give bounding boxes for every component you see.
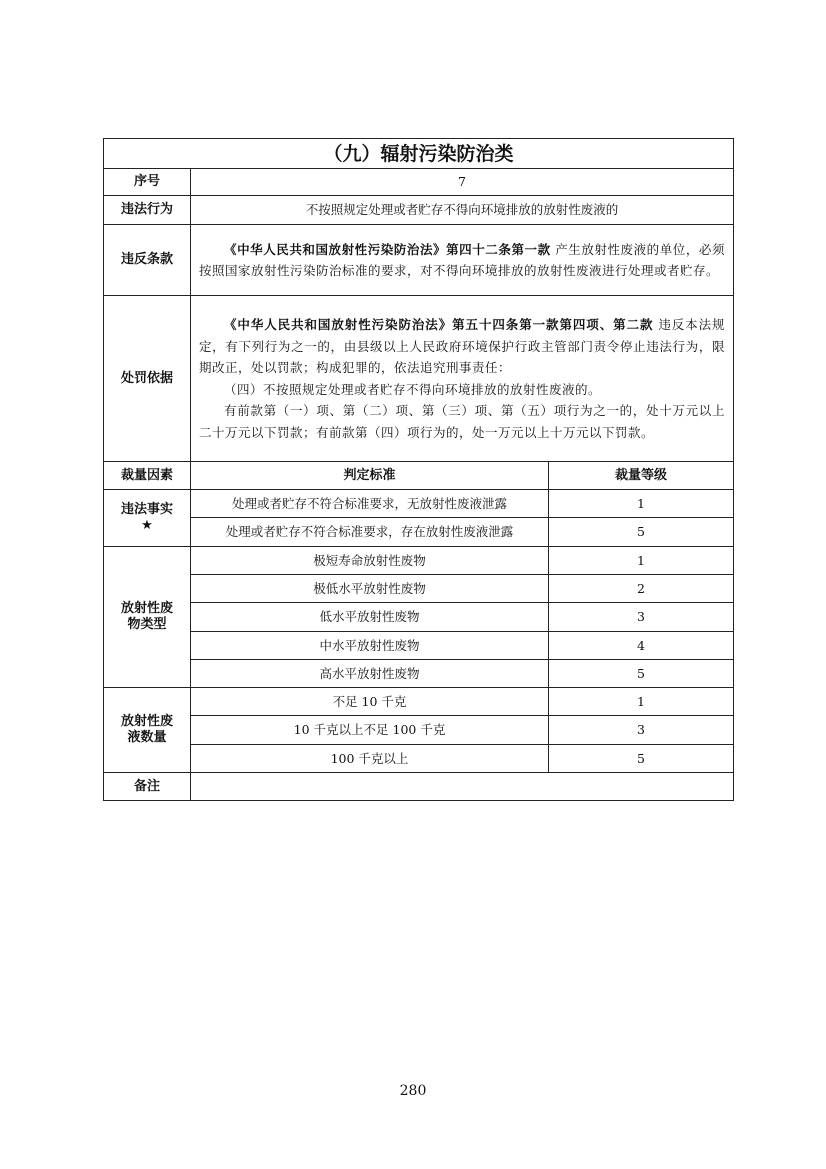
criteria-cell: 极低水平放射性废物 — [191, 575, 549, 603]
remark-value — [191, 773, 734, 801]
level-cell: 5 — [549, 518, 734, 547]
factor-liquid-quantity: 放射性废液数量 — [104, 688, 191, 773]
criteria-cell: 极短寿命放射性废物 — [191, 547, 549, 575]
criteria-cell: 高水平放射性废物 — [191, 660, 549, 688]
level-cell: 5 — [549, 745, 734, 773]
provision-law: 《中华人民共和国放射性污染防治法》第四十二条第一款 — [224, 241, 551, 257]
factor-waste-type: 放射性废物类型 — [104, 547, 191, 688]
violation-label: 违法行为 — [104, 196, 191, 225]
header-factor: 裁量因素 — [104, 462, 191, 490]
criteria-cell: 低水平放射性废物 — [191, 603, 549, 632]
level-cell: 5 — [549, 660, 734, 688]
level-cell: 3 — [549, 603, 734, 632]
level-cell: 2 — [549, 575, 734, 603]
penalty-text — [191, 296, 734, 462]
criteria-cell: 10 千克以上不足 100 千克 — [191, 716, 549, 745]
header-level: 裁量等级 — [549, 462, 734, 490]
level-cell: 1 — [549, 490, 734, 518]
level-cell: 4 — [549, 632, 734, 660]
level-cell: 1 — [549, 688, 734, 716]
header-criteria: 判定标准 — [191, 462, 549, 490]
table-title: （九）辐射污染防治类 — [104, 139, 734, 169]
level-cell: 1 — [549, 547, 734, 575]
violation-value: 不按照规定处理或者贮存不得向环境排放的放射性废液的 — [191, 196, 734, 225]
serial-label: 序号 — [104, 169, 191, 196]
criteria-cell: 处理或者贮存不符合标准要求，存在放射性废液泄露 — [191, 518, 549, 547]
page-number: 280 — [399, 1083, 427, 1099]
provision-body: 产生放射性废液的单位，必须按照国家放射性污染防治标准的要求，对不得向环境排放的放射性废液进行处理或者贮存。 — [199, 241, 725, 278]
discretion-table — [103, 138, 734, 801]
penalty-item: （四）不按照规定处理或者贮存不得向环境排放的放射性废液的。 — [224, 381, 602, 397]
serial-value: 7 — [191, 169, 734, 196]
level-cell: 3 — [549, 716, 734, 745]
penalty-body: 违反本法规定，有下列行为之一的，由县级以上人民政府环境保护行政主管部门责令停止违法行为，限期改正，处以罚款；构成犯罪的，依法追究刑事责任： — [199, 317, 725, 375]
criteria-cell: 不足 10 千克 — [191, 688, 549, 716]
criteria-cell: 100 千克以上 — [191, 745, 549, 773]
remark-label: 备注 — [104, 773, 191, 801]
provision-label: 违反条款 — [104, 225, 191, 296]
star-icon: ★ — [141, 518, 153, 533]
penalty-fine: 有前款第（一）项、第（二）项、第（三）项、第（五）项行为之一的，处十万元以上二十万元以下罚款；有前款第（四）项行为的，处一万元以上十万元以下罚款。 — [199, 403, 725, 440]
criteria-cell: 中水平放射性废物 — [191, 632, 549, 660]
factor-facts: 违法事实 ★ — [104, 490, 191, 547]
criteria-cell: 处理或者贮存不符合标准要求，无放射性废液泄露 — [191, 490, 549, 518]
penalty-law: 《中华人民共和国放射性污染防治法》第五十四条第一款第四项、第二款 — [224, 317, 654, 332]
provision-text — [191, 225, 734, 296]
penalty-label: 处罚依据 — [104, 296, 191, 462]
